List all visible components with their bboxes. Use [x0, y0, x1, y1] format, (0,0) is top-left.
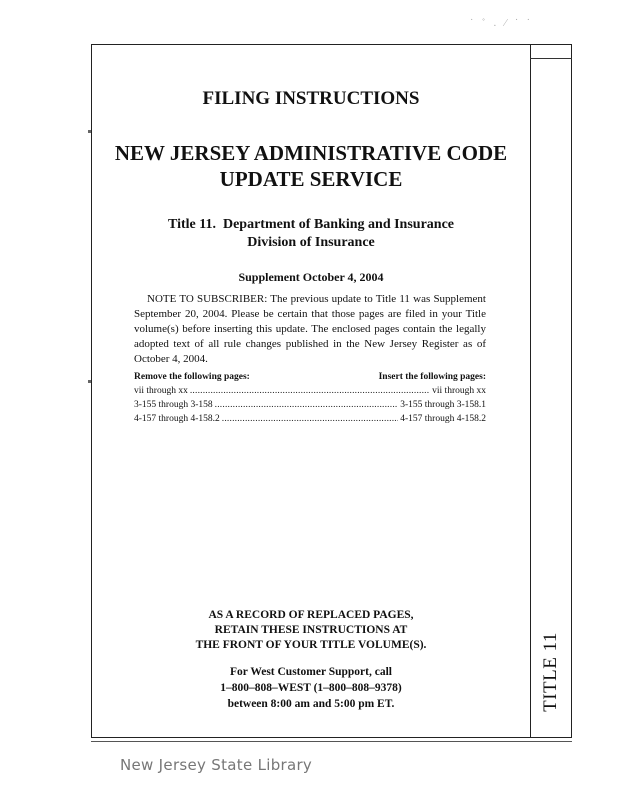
spine-label: TITLE 11	[540, 632, 561, 712]
code-service-heading	[92, 140, 530, 192]
notice-line: RETAIN THESE INSTRUCTIONS AT	[214, 624, 408, 636]
support-line: For West Customer Support, call	[230, 666, 392, 678]
notice-line: THE FRONT OF YOUR TITLE VOLUME(S).	[195, 639, 427, 651]
remove-pages-cell: 3-155 through 3-158	[134, 400, 213, 410]
insert-pages-cell: 3-155 through 3-158.1	[400, 400, 486, 410]
record-notice	[92, 608, 530, 653]
spine-top-rule	[530, 58, 572, 59]
insert-pages-cell: vii through xx	[432, 386, 486, 396]
filing-instructions-title: FILING INSTRUCTIONS	[202, 88, 420, 109]
dot-leader	[215, 398, 399, 412]
table-row	[134, 384, 486, 398]
table-row	[134, 412, 486, 426]
title-department-heading	[92, 216, 530, 252]
notice-line: AS A RECORD OF REPLACED PAGES,	[208, 609, 414, 621]
heading-line: Division of Insurance	[247, 235, 375, 250]
heading-line: Title 11. Department of Banking and Insurance	[168, 217, 454, 232]
table-row	[134, 398, 486, 412]
pages-table	[134, 370, 486, 426]
heading-line: NEW JERSEY ADMINISTRATIVE CODE	[114, 141, 508, 165]
remove-pages-cell: 4-157 through 4-158.2	[134, 414, 220, 424]
frame-bottom-rule	[91, 741, 572, 742]
supplement-date: Supplement October 4, 2004	[238, 270, 384, 284]
binding-mark	[88, 380, 91, 383]
binding-mark	[88, 130, 91, 133]
support-line: between 8:00 am and 5:00 pm ET.	[227, 698, 395, 710]
subscriber-note: NOTE TO SUBSCRIBER: The previous update to Title 11 was Supplement September 20, 2004. Please be certain that those pages are filed in your Title volume(s) before inserting this update. The enclosed pages contain the legally adopted text of all rule changes published in the New Jersey Register as of October 4, 2004.	[134, 293, 486, 365]
customer-support-info	[92, 664, 530, 712]
pages-table-header	[134, 370, 486, 384]
dot-leader	[222, 412, 398, 426]
scan-specks: ˙ ˚ . ⁄ ˙ ˙	[470, 18, 533, 29]
heading-line: UPDATE SERVICE	[219, 167, 403, 191]
library-stamp: New Jersey State Library	[120, 756, 313, 774]
insert-pages-cell: 4-157 through 4-158.2	[400, 414, 486, 424]
spine-column-divider	[530, 44, 531, 738]
insert-pages-header: Insert the following pages:	[378, 372, 486, 382]
dot-leader	[190, 384, 430, 398]
support-line: 1–800–808–WEST (1–800–808–9378)	[220, 682, 402, 694]
remove-pages-cell: vii through xx	[134, 386, 188, 396]
remove-pages-header: Remove the following pages:	[134, 372, 250, 382]
